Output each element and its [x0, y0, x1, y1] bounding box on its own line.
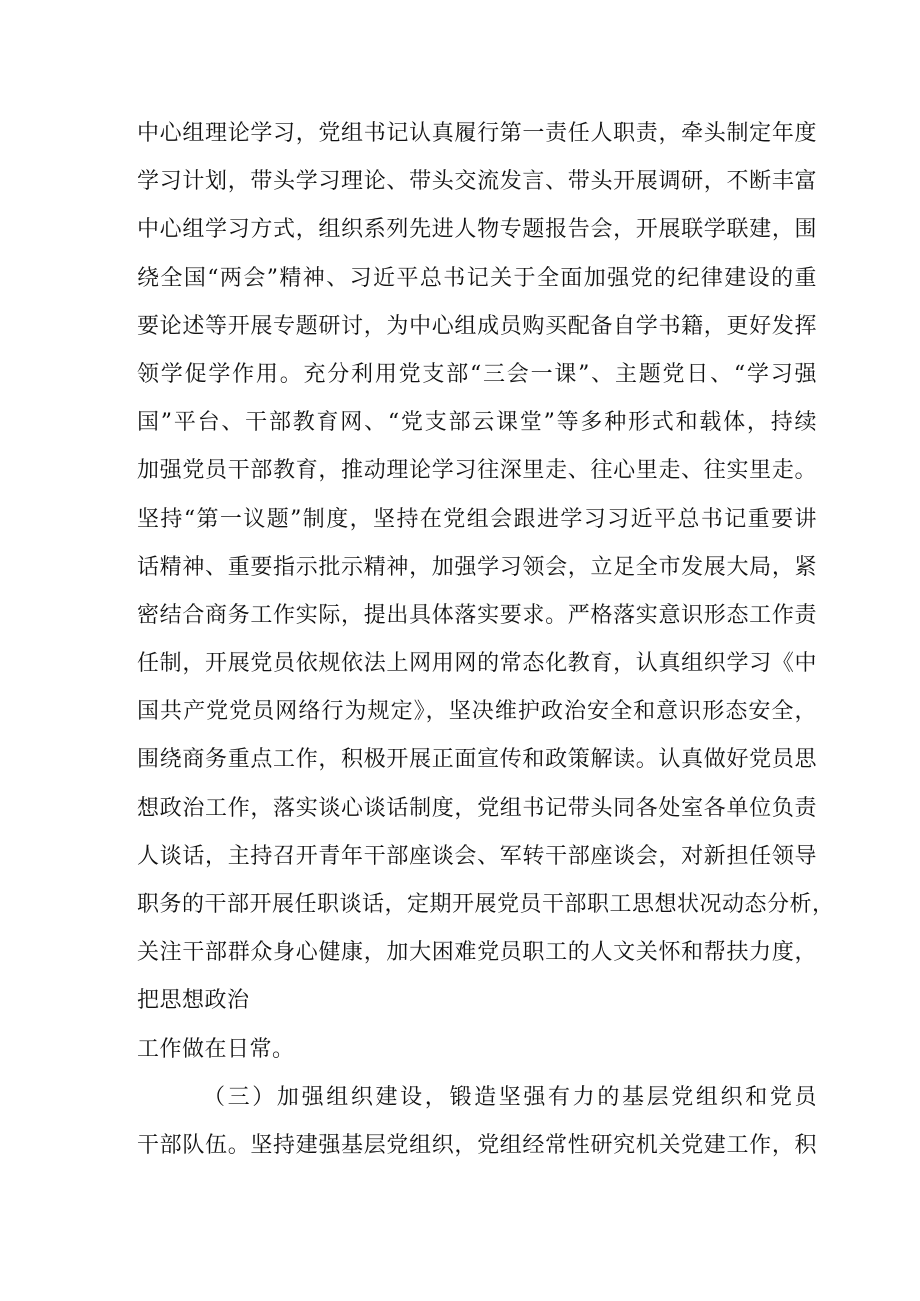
text-line-16: 人谈话，主持召开青年干部座谈会、军转干部座谈会，对新担任领导: [137, 843, 817, 869]
text-line-14: 围绕商务重点工作，积极开展正面宣传和政策解读。认真做好党员思: [137, 747, 817, 773]
text-line-10: 话精神、重要指示批示精神，加强学习领会，立足全市发展大局，紧: [137, 554, 817, 580]
text-line-1: 中心组理论学习，党组书记认真履行第一责任人职责，牵头制定年度: [137, 121, 817, 146]
text-line-17: 职务的干部开展任职谈话，定期开展党员干部职工思想状况动态分析，: [137, 892, 835, 917]
text-line-7: 国”平台、干部教育网、“党支部云课堂”等多种形式和载体，持续: [137, 410, 817, 436]
text-line-20: 工作做在日常。: [137, 1036, 295, 1062]
text-line-15: 想政治工作，落实谈心谈话制度，党组书记带头同各处室各单位负责: [137, 795, 817, 821]
text-line-18: 关注干部群众身心健康，加大困难党员职工的人文关怀和帮扶力度，: [137, 940, 817, 966]
text-line-19: 把思想政治: [137, 988, 250, 1014]
text-line-4: 绕全国“两会”精神、习近平总书记关于全面加强党的纪律建设的重: [137, 265, 817, 291]
text-line-9: 坚持“第一议题”制度，坚持在党组会跟进学习习近平总书记重要讲: [137, 506, 817, 532]
text-line-13: 国共产党党员网络行为规定》，坚决维护政治安全和意识形态安全，: [137, 699, 817, 725]
text-line-8: 加强党员干部教育，推动理论学习往深里走、往心里走、往实里走。: [137, 458, 817, 484]
body-text: [137, 110, 835, 1170]
text-line-12: 任制，开展党员依规依法上网用网的常态化教育，认真组织学习《中: [137, 651, 817, 677]
text-line-3: 中心组学习方式，组织系列先进人物专题报告会，开展联学联建，围: [137, 217, 817, 243]
text-line-2: 学习计划，带头学习理论、带头交流发言、带头开展调研，不断丰富: [137, 169, 817, 195]
text-line-6: 领学促学作用。充分利用党支部“三会一课”、主题党日、“学习强: [137, 361, 817, 387]
text-line-5: 要论述等开展专题研讨，为中心组成员购买配备自学书籍，更好发挥: [137, 313, 817, 339]
text-line-22: 干部队伍。坚持建强基层党组织，党组经常性研究机关党建工作，积: [137, 1132, 817, 1158]
section-heading-line: （三）加强组织建设，锻造坚强有力的基层党组织和党员: [203, 1084, 817, 1110]
text-line-11: 密结合商务工作实际，提出具体落实要求。严格落实意识形态工作责: [137, 602, 817, 628]
